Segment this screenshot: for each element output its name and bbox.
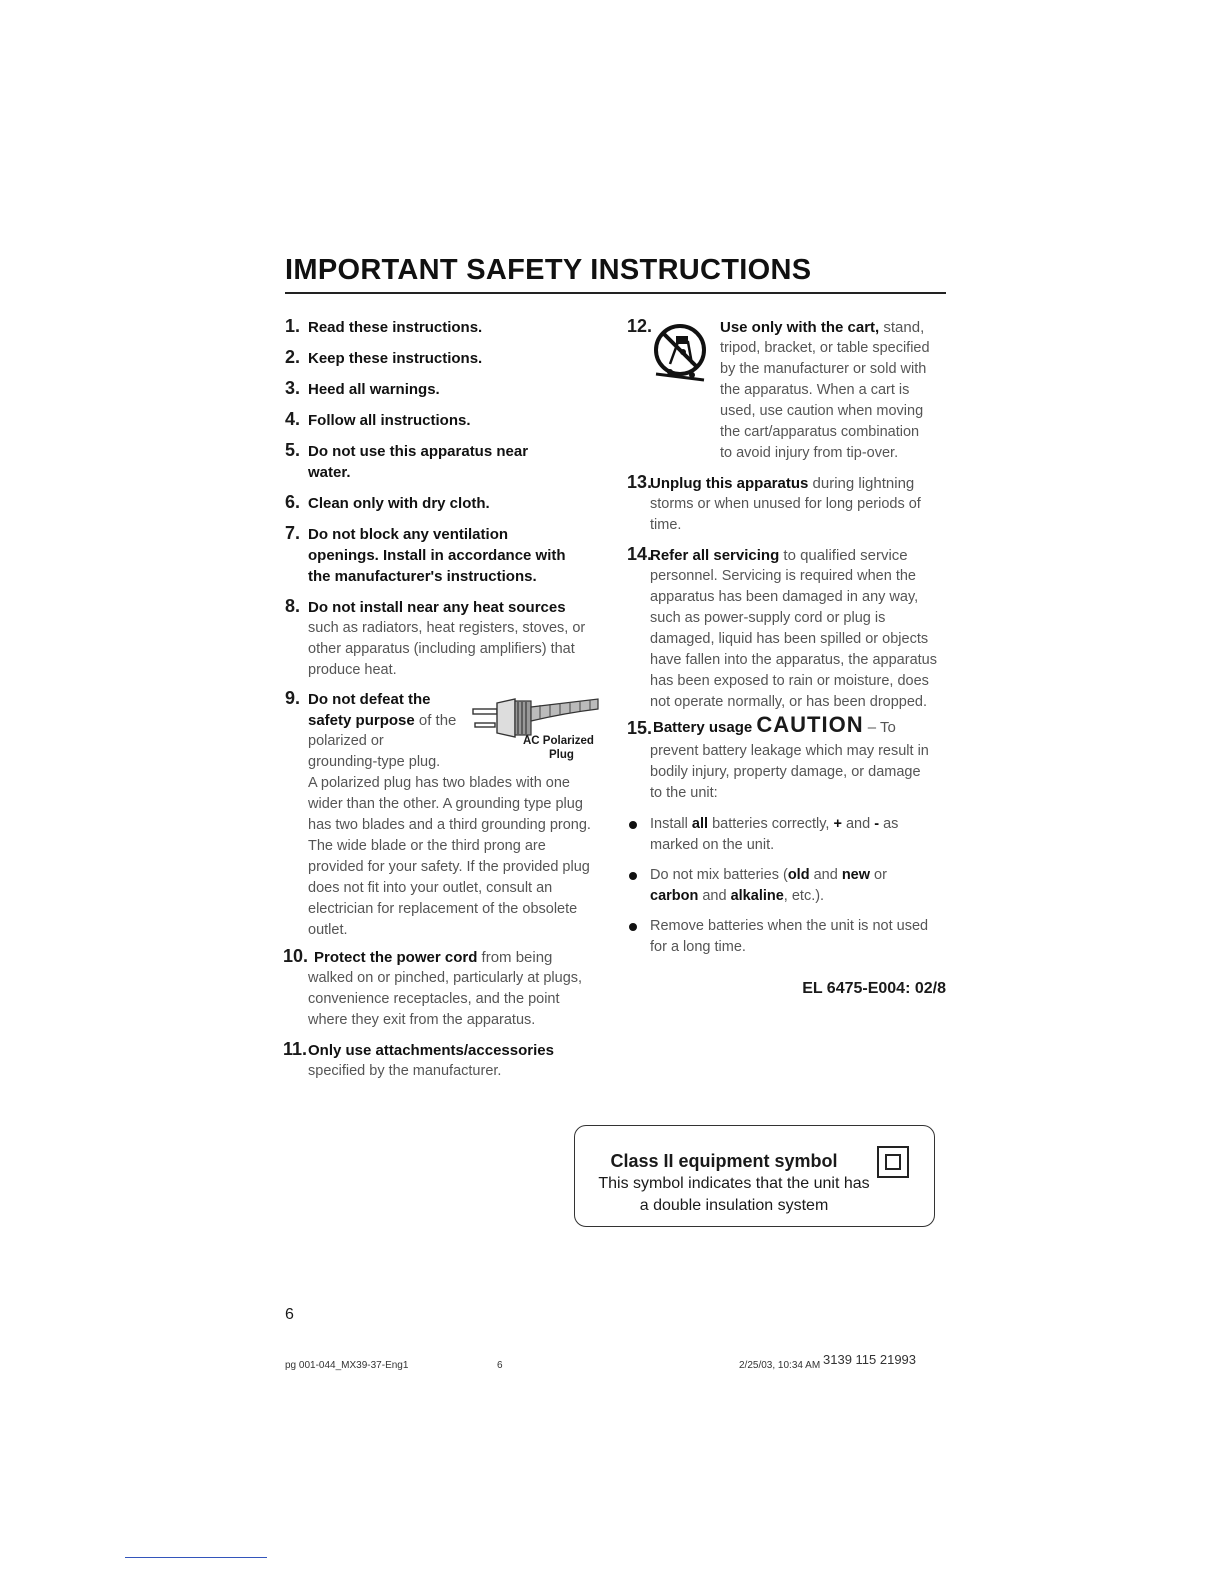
- title-divider: [285, 292, 946, 294]
- class-ii-symbol-icon: [877, 1146, 909, 1178]
- cart-tipover-icon: [652, 322, 708, 382]
- bullet-text: and: [698, 888, 731, 904]
- instruction-12-line: to avoid injury from tip-over.: [720, 445, 899, 461]
- instruction-9-line4: grounding-type plug.: [308, 754, 441, 770]
- bullet-bold: new: [841, 867, 871, 883]
- item-number: 13.: [627, 472, 653, 492]
- instruction-5-line2: water.: [308, 464, 351, 481]
- bullet-text: Do not mix batteries (: [650, 867, 788, 883]
- instruction-9-line: electrician for replacement of the obsolete: [308, 901, 578, 917]
- footer-datetime: 2/25/03, 10:34 AM: [739, 1360, 821, 1371]
- bullet-bold: carbon: [650, 888, 699, 904]
- class-ii-description: This symbol indicates that the unit has: [598, 1175, 870, 1192]
- item-number: 12.: [627, 316, 653, 336]
- item-number: 2.: [285, 347, 301, 367]
- bullet-text: or: [870, 867, 887, 883]
- item-number: 14.: [627, 544, 653, 564]
- battery-bullet-3: Remove batteries when the unit is not used: [650, 918, 929, 934]
- instruction-12-bold: Use only with the cart,: [720, 319, 880, 336]
- instruction-15-line: prevent battery leakage which may result in: [650, 743, 929, 759]
- instruction-15-line: to the unit:: [650, 785, 718, 801]
- bullet-bold: all: [691, 816, 709, 832]
- instruction-15-line: bodily injury, property damage, or damage: [650, 764, 921, 780]
- bullet-icon: [629, 821, 637, 829]
- instruction-13-bold: Unplug this apparatus: [650, 475, 809, 492]
- instruction-14-line: personnel. Servicing is required when the: [650, 568, 916, 584]
- instruction-9-line: The wide blade or the third prong are: [308, 838, 546, 854]
- bullet-text: and: [809, 867, 842, 883]
- footer-code: 3139 115 21993: [823, 1352, 917, 1367]
- item-number: 11.: [283, 1039, 308, 1059]
- instruction-14-line: apparatus has been damaged in any way,: [650, 589, 919, 605]
- minus-sign: -: [874, 816, 880, 832]
- battery-bullet-2: [650, 865, 946, 886]
- class-ii-symbol-inner: [885, 1154, 901, 1170]
- instruction-8-line: produce heat.: [308, 662, 397, 678]
- instruction-12-line: used, use caution when moving: [720, 403, 924, 419]
- bullet-bold: alkaline: [730, 888, 784, 904]
- instruction-12-text: stand,: [879, 319, 925, 336]
- instruction-10-bold: Protect the power cord: [314, 949, 478, 966]
- battery-bullet-2-line2: [650, 886, 946, 907]
- bottom-link-underline: [125, 1557, 267, 1558]
- instruction-10-text: from being: [477, 949, 553, 966]
- instruction-12-line: the apparatus. When a cart is: [720, 382, 910, 398]
- instruction-7-line2: openings. Install in accordance with: [308, 547, 566, 564]
- class-ii-description: a double insulation system: [639, 1197, 829, 1214]
- battery-bullet-1: [650, 814, 946, 835]
- instruction-8-heading: Do not install near any heat sources: [308, 599, 566, 616]
- instruction-14-heading: [650, 545, 946, 566]
- item-number: 4.: [285, 409, 301, 429]
- instruction-12-line: tripod, bracket, or table specified: [720, 340, 930, 356]
- item-number: 5.: [285, 440, 301, 460]
- page-number: 6: [285, 1306, 294, 1323]
- instruction-13-line: storms or when unused for long periods of: [650, 496, 921, 512]
- instruction-1: Read these instructions.: [308, 319, 483, 336]
- battery-bullet-3-line2: for a long time.: [650, 939, 746, 955]
- instruction-10-line: convenience receptacles, and the point: [308, 991, 560, 1007]
- footer-filename: pg 001-044_MX39-37-Eng1: [285, 1360, 409, 1371]
- instruction-13-text: during lightning: [808, 475, 915, 492]
- plus-sign: +: [833, 816, 842, 832]
- instruction-7-line1: Do not block any ventilation: [308, 526, 509, 543]
- instruction-11-line: specified by the manufacturer.: [308, 1063, 502, 1079]
- item-number: 1.: [285, 316, 301, 336]
- instruction-3: Heed all warnings.: [308, 381, 440, 398]
- item-number: 6.: [285, 492, 301, 512]
- bullet-text: as: [879, 816, 899, 832]
- instruction-9-line: does not fit into your outlet, consult an: [308, 880, 553, 896]
- instruction-13-heading: [650, 473, 946, 494]
- instruction-10-line: walked on or pinched, particularly at plugs,: [308, 970, 583, 986]
- instruction-4: Follow all instructions.: [308, 412, 471, 429]
- item-number: 10.: [283, 946, 309, 966]
- item-number: 7.: [285, 523, 301, 543]
- instruction-9-line: has two blades and a third grounding prong.: [308, 817, 591, 833]
- battery-bullet-1-line2: marked on the unit.: [650, 837, 775, 853]
- class-ii-title: Class II equipment symbol: [610, 1151, 838, 1171]
- plug-figure-label: AC Polarized: [523, 735, 594, 747]
- item-number: 9.: [285, 688, 301, 708]
- item-number: 8.: [285, 596, 301, 616]
- instruction-5-line1: Do not use this apparatus near: [308, 443, 529, 460]
- bullet-text: Install: [650, 816, 692, 832]
- instruction-8-line: such as radiators, heat registers, stoves, or: [308, 620, 586, 636]
- instruction-9-line: wider than the other. A grounding type plug: [308, 796, 583, 812]
- instruction-9-heading: Do not defeat the: [308, 691, 431, 708]
- instruction-9-bold: safety purpose: [308, 712, 415, 729]
- instruction-14-line: have fallen into the apparatus, the apparatus: [650, 652, 937, 668]
- instruction-12-heading: [720, 317, 946, 338]
- instruction-15-bold: Battery usage: [653, 719, 757, 736]
- instruction-9-line: outlet.: [308, 922, 348, 938]
- instruction-14-text: to qualified service: [779, 547, 908, 564]
- plug-figure-label: Plug: [549, 749, 574, 761]
- instruction-8-line: other apparatus (including amplifiers) that: [308, 641, 575, 657]
- instruction-6: Clean only with dry cloth.: [308, 495, 490, 512]
- item-number: 15.: [627, 718, 653, 738]
- document-code: EL 6475-E004: 02/8: [802, 980, 946, 997]
- instruction-7-line3: the manufacturer's instructions.: [308, 568, 537, 585]
- instruction-11-heading: Only use attachments/accessories: [308, 1042, 554, 1059]
- instruction-14-bold: Refer all servicing: [650, 547, 780, 564]
- instruction-14-line: not operate normally, or has been dropped.: [650, 694, 928, 710]
- instruction-14-line: such as power-supply cord or plug is: [650, 610, 886, 626]
- instruction-2: Keep these instructions.: [308, 350, 483, 367]
- bullet-text: , etc.).: [783, 888, 825, 904]
- instruction-12-line: the cart/apparatus combination: [720, 424, 920, 440]
- page-title: IMPORTANT SAFETY INSTRUCTIONS: [285, 254, 812, 286]
- footer-page: 6: [497, 1360, 503, 1371]
- bullet-bold: old: [787, 867, 810, 883]
- instruction-9-line: provided for your safety. If the provided plug: [308, 859, 590, 875]
- instruction-14-line: has been exposed to rain or moisture, does: [650, 673, 929, 689]
- instruction-10-heading: [314, 947, 614, 968]
- bullet-text: batteries correctly,: [708, 816, 834, 832]
- instruction-13-line: time.: [650, 517, 682, 533]
- bullet-icon: [629, 923, 637, 931]
- item-number: 3.: [285, 378, 301, 398]
- caution-label: CAUTION: [756, 712, 864, 737]
- instruction-10-line: where they exit from the apparatus.: [308, 1012, 536, 1028]
- bullet-text: and: [841, 816, 875, 832]
- bullet-icon: [629, 872, 637, 880]
- instruction-9-line: A polarized plug has two blades with one: [308, 775, 570, 791]
- instruction-12-line: by the manufacturer or sold with: [720, 361, 927, 377]
- instruction-14-line: damaged, liquid has been spilled or objects: [650, 631, 929, 647]
- instruction-15-text: – To: [863, 719, 896, 736]
- instruction-9-line3: polarized or: [308, 733, 384, 749]
- instruction-15-heading: [653, 714, 949, 738]
- instruction-9-text: of the: [414, 712, 457, 729]
